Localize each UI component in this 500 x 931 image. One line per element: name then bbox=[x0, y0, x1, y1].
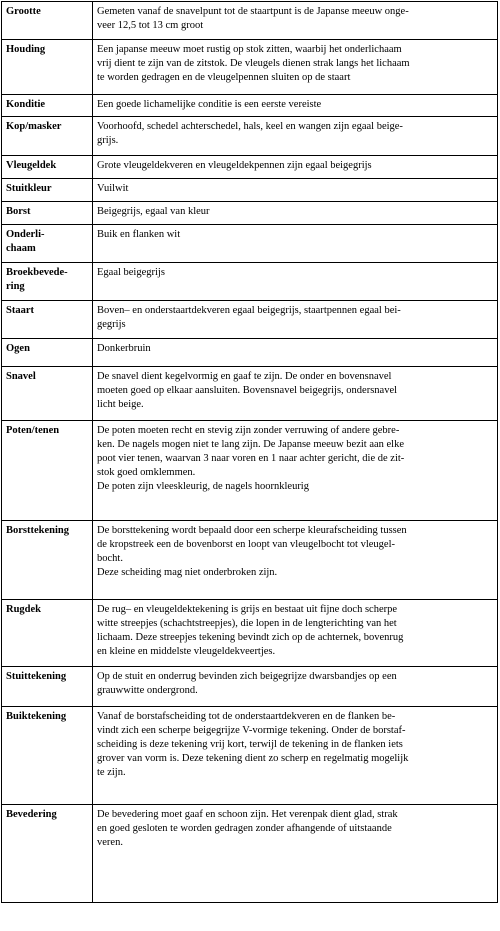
row-description: Vuilwit bbox=[93, 179, 498, 202]
table-row bbox=[2, 367, 498, 421]
row-label: Konditie bbox=[2, 95, 93, 117]
table-row bbox=[2, 225, 498, 263]
row-label: Snavel bbox=[2, 367, 93, 421]
row-label: Stuitkleur bbox=[2, 179, 93, 202]
standard-table-body bbox=[2, 2, 498, 903]
row-label: Staart bbox=[2, 301, 93, 339]
row-description: Egaal beigegrijs bbox=[93, 263, 498, 301]
row-description: Beigegrijs, egaal van kleur bbox=[93, 202, 498, 225]
row-label: Houding bbox=[2, 40, 93, 95]
row-label: Bevedering bbox=[2, 805, 93, 903]
row-description: Op de stuit en onderrug bevinden zich beigegrijze dwarsbandjes op een grauwwitte ondergrond. bbox=[93, 667, 498, 707]
table-row bbox=[2, 667, 498, 707]
row-label: Ogen bbox=[2, 339, 93, 367]
row-description: Vanaf de borstafscheiding tot de onderstaartdekveren en de flanken be- vindt zich een scherpe beigegrijze V-vormige tekening. Onder de borstaf- scheiding is deze tekening vrij kort, terwijl de tekening in de flanken iets grover van vorm is. Deze tekening dient zo scherp en regelmatig mogelijk te zijn. bbox=[93, 707, 498, 805]
standard-table bbox=[1, 1, 498, 903]
row-description: Donkerbruin bbox=[93, 339, 498, 367]
row-description: Grote vleugeldekveren en vleugeldekpennen zijn egaal beigegrijs bbox=[93, 156, 498, 179]
row-label: Borst bbox=[2, 202, 93, 225]
row-description: Een goede lichamelijke conditie is een eerste vereiste bbox=[93, 95, 498, 117]
table-row bbox=[2, 40, 498, 95]
row-label: Onderli- chaam bbox=[2, 225, 93, 263]
row-label: Kop/masker bbox=[2, 117, 93, 156]
row-label: Rugdek bbox=[2, 600, 93, 667]
table-row bbox=[2, 421, 498, 521]
table-row bbox=[2, 707, 498, 805]
table-row bbox=[2, 301, 498, 339]
row-description: Boven– en onderstaartdekveren egaal beigegrijs, staartpennen egaal bei- gegrijs bbox=[93, 301, 498, 339]
row-description: De poten moeten recht en stevig zijn zonder verruwing of andere gebre- ken. De nagels mogen niet te lang zijn. De Japanse meeuw bezit aan elke poot vier tenen, waarvan 3 naar voren en 1 naar achter gericht, die de zit- stok goed omklemmen. De poten zijn vleeskleurig, de nagels hoornkleurig bbox=[93, 421, 498, 521]
row-description: De bevedering moet gaaf en schoon zijn. Het verenpak dient glad, strak en goed gesloten te worden gedragen zonder afhangende of uitstaande veren. bbox=[93, 805, 498, 903]
row-description: De borsttekening wordt bepaald door een scherpe kleurafscheiding tussen de kropstreek een de bovenborst en loopt van vleugelbocht tot vleugel- bocht. Deze scheiding mag niet onderbroken zijn. bbox=[93, 521, 498, 600]
table-row bbox=[2, 805, 498, 903]
row-label: Borsttekening bbox=[2, 521, 93, 600]
row-label: Grootte bbox=[2, 2, 93, 40]
row-label: Vleugeldek bbox=[2, 156, 93, 179]
table-row bbox=[2, 600, 498, 667]
table-row bbox=[2, 95, 498, 117]
row-description: De rug– en vleugeldektekening is grijs en bestaat uit fijne doch scherpe witte streepjes (schachtstreepjes), die lopen in de lengterichting van het lichaam. Deze streepjes tekening bevindt zich op de achternek, bovenrug en kleine en middelste vleugeldekveertjes. bbox=[93, 600, 498, 667]
row-description: Buik en flanken wit bbox=[93, 225, 498, 263]
row-label: Broekbevede- ring bbox=[2, 263, 93, 301]
table-row bbox=[2, 179, 498, 202]
table-row bbox=[2, 202, 498, 225]
row-label: Buiktekening bbox=[2, 707, 93, 805]
table-row bbox=[2, 2, 498, 40]
table-row bbox=[2, 156, 498, 179]
row-description: Voorhoofd, schedel achterschedel, hals, keel en wangen zijn egaal beige- grijs. bbox=[93, 117, 498, 156]
table-row bbox=[2, 521, 498, 600]
table-row bbox=[2, 263, 498, 301]
row-label: Stuittekening bbox=[2, 667, 93, 707]
row-description: Een japanse meeuw moet rustig op stok zitten, waarbij het onderlichaam vrij dient te zijn van de zitstok. De vleugels dienen strak langs het lichaam te worden gedragen en de vleugelpennen sluiten op de staart bbox=[93, 40, 498, 95]
row-description: De snavel dient kegelvormig en gaaf te zijn. De onder en bovensnavel moeten goed op elkaar aansluiten. Bovensnavel beigegrijs, ondersnavel licht beige. bbox=[93, 367, 498, 421]
row-description: Gemeten vanaf de snavelpunt tot de staartpunt is de Japanse meeuw onge- veer 12,5 tot 13 cm groot bbox=[93, 2, 498, 40]
row-label: Poten/tenen bbox=[2, 421, 93, 521]
table-row bbox=[2, 117, 498, 156]
table-row bbox=[2, 339, 498, 367]
